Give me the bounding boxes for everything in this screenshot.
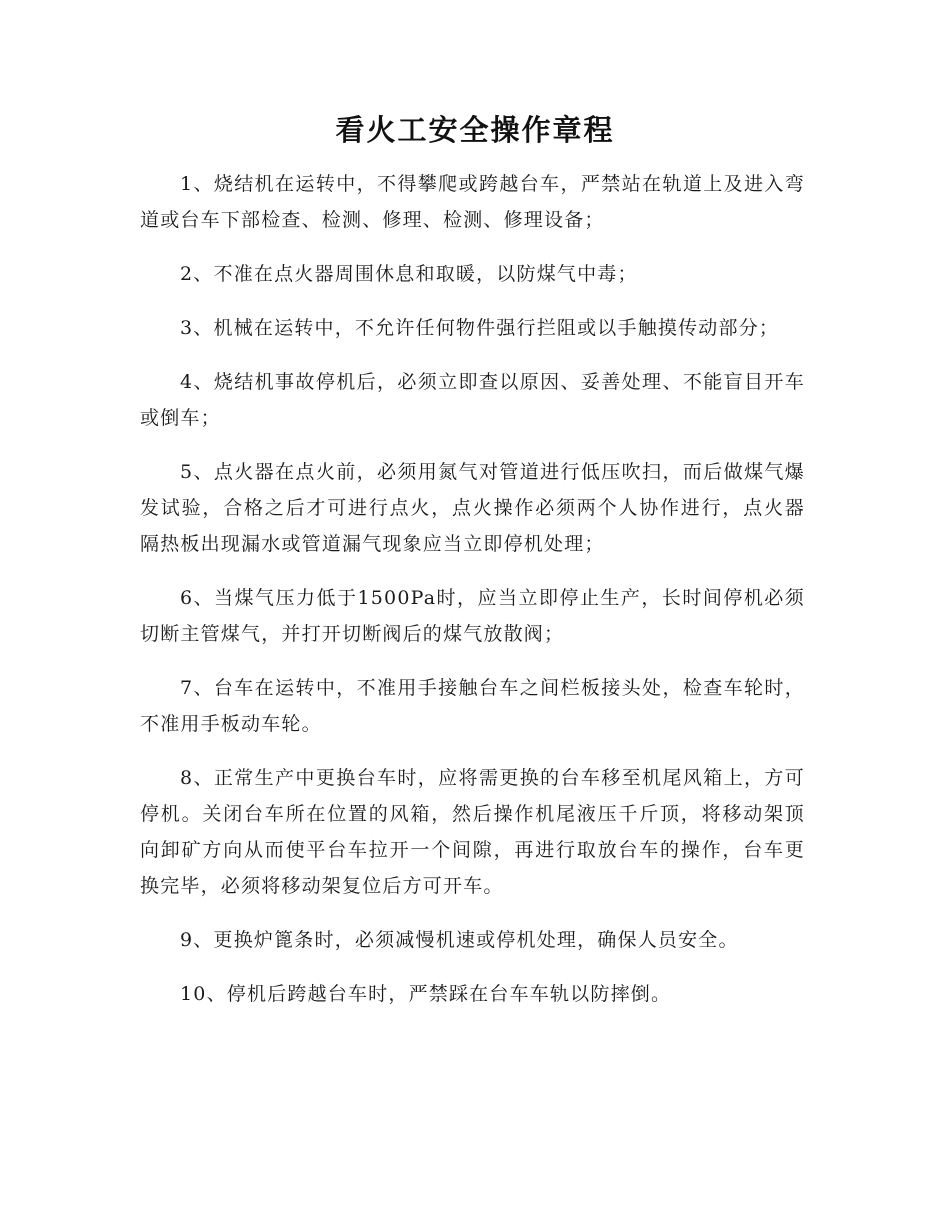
paragraph-6: 6、当煤气压力低于1500Pa时，应当立即停止生产，长时间停机必须切断主管煤气，并打开切断阀后的煤气放散阀；	[140, 587, 805, 645]
paragraph-5: 5、点火器在点火前，必须用氮气对管道进行低压吹扫，而后做煤气爆发试验，合格之后才可进行点火，点火操作必须两个人协作进行，点火器隔热板出现漏水或管道漏气现象应当立即停机处理；	[140, 461, 805, 555]
paragraph-10: 10、停机后跨越台车时，严禁踩在台车车轨以防摔倒。	[180, 983, 672, 1005]
paragraph-3: 3、机械在运转中，不允许任何物件强行拦阻或以手触摸传动部分；	[180, 317, 780, 339]
paragraph-8: 8、正常生产中更换台车时，应将需更换的台车移至机尾风箱上，方可停机。关闭台车所在位置的风箱，然后操作机尾液压千斤顶，将移动架顶向卸矿方向从而使平台车拉开一个间隙，再进行取放台车的操作，台车更换完毕，必须将移动架复位后方可开车。	[140, 767, 805, 897]
document-body	[140, 166, 805, 1030]
paragraph-1: 1、烧结机在运转中，不得攀爬或跨越台车，严禁站在轨道上及进入弯道或台车下部检查、检测、修理、检测、修理设备；	[140, 173, 805, 231]
paragraph-4: 4、烧结机事故停机后，必须立即查以原因、妥善处理、不能盲目开车或倒车；	[140, 371, 805, 429]
paragraph-9: 9、更换炉篦条时，必须减慢机速或停机处理，确保人员安全。	[180, 929, 739, 951]
paragraph-2: 2、不准在点火器周围休息和取暖，以防煤气中毒；	[180, 263, 638, 285]
paragraph-7: 7、台车在运转中，不准用手接触台车之间栏板接头处，检查车轮时，不准用手板动车轮。	[140, 677, 805, 735]
document-title: 看火工安全操作章程	[335, 113, 615, 147]
